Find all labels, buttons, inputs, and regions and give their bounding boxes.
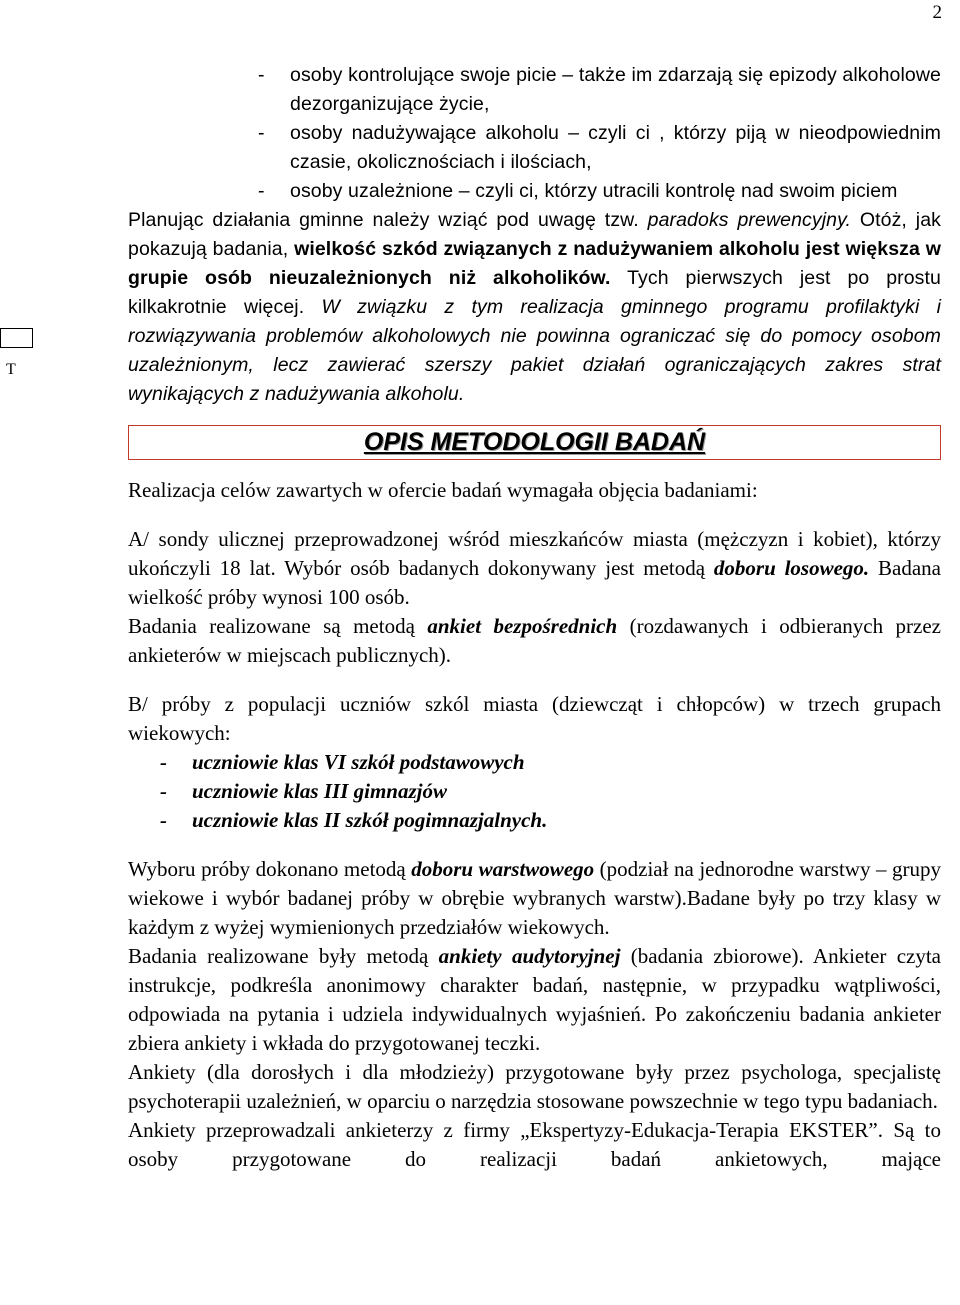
list-item: - osoby nadużywające alkoholu – czyli ci , którzy piją w nieodpowiednim czasie, okolicznościach i ilościach, bbox=[258, 122, 941, 173]
list-item: - uczniowie klas II szkół pogimnazjalnych. bbox=[160, 808, 548, 832]
paradox-paragraph: Planując działania gminne należy wziąć pod uwagę tzw. paradoks prewencyjny. Otóż, jak pokazują badania, wielkość szkód związanych z nadużywaniem alkoholu jest większa w grupie osób nieuzależnionych niż alkoholików. Tych pierwszych jest po prostu kilkakrotnie więcej. W związku z tym realizacja gminnego programu profilaktyki i rozwiązywania problemów alkoholowych nie powinna ograniczać się do pomocy osobom uzależnionym, lecz zawierać szerszy pakiet działań ograniczających zakres strat wynikających z nadużywania alkoholu. bbox=[128, 209, 942, 405]
margin-box bbox=[0, 328, 33, 348]
list-item: - osoby uzależnione – czyli ci, którzy utracili kontrolę nad swoim piciem bbox=[258, 180, 898, 202]
list-item: - uczniowie klas III gimnazjów bbox=[160, 779, 447, 803]
intro-list bbox=[0, 61, 941, 206]
part-b-paragraph: B/ próby z populacji uczniów szkól miasta (dziewcząt i chłopców) w trzech grupach wiekowych: bbox=[128, 692, 941, 745]
questionnaire-paragraph: Ankiety (dla dorosłych i dla młodzieży) przygotowane były przez psychologa, specjalistę psychoterapii uzależnień, w oparciu o narzędzia stosowane powszechnie w tego typu badaniach. bbox=[128, 1060, 941, 1113]
page-number: 2 bbox=[932, 2, 942, 23]
document-body bbox=[128, 61, 941, 1174]
interviewers-paragraph: Ankiety przeprowadzali ankieterzy z firmy „Ekspertyzy-Edukacja-Terapia EKSTER”. Są to osoby przygotowane do realizacji badań ankietowych, mające bbox=[128, 1118, 941, 1171]
section-header bbox=[128, 425, 941, 460]
margin-mark: T bbox=[6, 361, 16, 378]
sampling-paragraph: Wyboru próby dokonano metodą doboru warstwowego (podział na jednorodne warstwy – grupy wiekowe i wybór badanej próby w obrębie wybranych warstw).Badane były po trzy klasy w każdym z wyżej wymienionych przedziałów wiekowych. Badania realizowane były metodą ankiety audytoryjnej (badania zbiorowe). Ankieter czyta instrukcje, podkreśla anonimowy charakter badań, następnie, w przypadku wątpliwości, odpowiada na pytania i udziela indywidualnych wyjaśnień. Po zakończeniu badania ankieter zbiera ankiety i wkłada do przygotowanej teczki. bbox=[128, 857, 941, 1055]
part-a-paragraph: A/ sondy ulicznej przeprowadzonej wśród mieszkańców miasta (mężczyzn i kobiet), którzy ukończyli 18 lat. Wybór osób badanych dokonywany jest metodą doboru losowego. Badana wielkość próby wynosi 100 osób. Badania realizowane są metodą ankiet bezpośrednich (rozdawanych i odbieranych przez ankieterów w miejscach publicznych). bbox=[128, 527, 941, 667]
methodology-intro: Realizacja celów zawartych w ofercie badań wymagała objęcia badaniami: bbox=[128, 478, 758, 502]
list-item: - uczniowie klas VI szkół podstawowych bbox=[160, 750, 525, 774]
section-title: OPIS METODOLOGII BADAŃ bbox=[363, 428, 706, 456]
list-item: - osoby kontrolujące swoje picie – także im zdarzają się epizody alkoholowe dezorganizujące życie, bbox=[258, 64, 941, 115]
age-groups-list bbox=[128, 748, 941, 835]
